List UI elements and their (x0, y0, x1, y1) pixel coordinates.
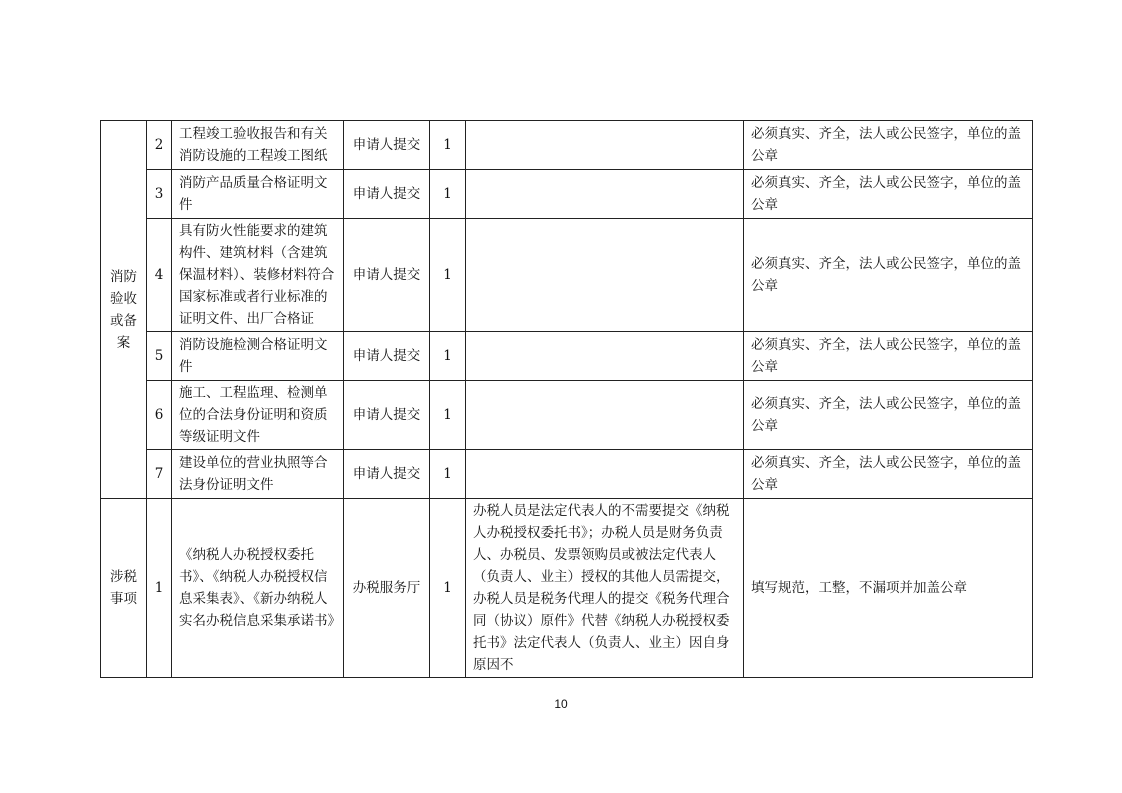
copies-count: 1 (430, 450, 466, 499)
table-row (101, 499, 1033, 678)
material-name: 《纳税人办税授权委托书》、《纳税人办税授权信息采集表》、《新办纳税人实名办税信息采集承诺书》 (172, 499, 344, 678)
category-label: 涉税事项 (110, 569, 137, 607)
material-name: 工程竣工验收报告和有关消防设施的工程竣工图纸 (172, 121, 344, 170)
material-requirement: 必须真实、齐全，法人或公民签字，单位的盖公章 (744, 219, 1033, 332)
material-source: 办税服务厅 (344, 499, 430, 678)
copies-count: 1 (430, 499, 466, 678)
copies-count: 1 (430, 121, 466, 170)
table-row (101, 219, 1033, 332)
material-requirement: 填写规范，工整，不漏项并加盖公章 (744, 499, 1033, 678)
row-number: 2 (147, 121, 172, 170)
material-name: 施工、工程监理、检测单位的合法身份证明和资质等级证明文件 (172, 381, 344, 450)
category-label: 消防验收或备案 (110, 268, 137, 351)
material-note (466, 121, 744, 170)
table-row (101, 170, 1033, 219)
material-note: 办税人员是法定代表人的不需要提交《纳税人办税授权委托书》；办税人员是财务负责人、办税员、发票领购员或被法定代表人（负责人、业主）授权的其他人员需提交，办税人员是税务代理人的提交《税务代理合同（协议）原件》代替《纳税人办税授权委托书》法定代表人（负责人、业主）因自身原因不 (466, 499, 744, 678)
material-source: 申请人提交 (344, 332, 430, 381)
copies-count: 1 (430, 381, 466, 450)
copies-count: 1 (430, 219, 466, 332)
page-number: 10 (554, 697, 568, 711)
material-name: 消防设施检测合格证明文件 (172, 332, 344, 381)
row-number: 7 (147, 450, 172, 499)
material-requirement: 必须真实、齐全，法人或公民签字，单位的盖公章 (744, 381, 1033, 450)
material-note (466, 381, 744, 450)
material-note (466, 219, 744, 332)
material-source: 申请人提交 (344, 170, 430, 219)
material-note (466, 450, 744, 499)
table-row (101, 381, 1033, 450)
row-number: 3 (147, 170, 172, 219)
table-row (101, 121, 1033, 170)
material-source: 申请人提交 (344, 121, 430, 170)
table-row (101, 332, 1033, 381)
table-row (101, 450, 1033, 499)
material-requirement: 必须真实、齐全，法人或公民签字，单位的盖公章 (744, 170, 1033, 219)
material-source: 申请人提交 (344, 450, 430, 499)
material-name: 建设单位的营业执照等合法身份证明文件 (172, 450, 344, 499)
row-number: 1 (147, 499, 172, 678)
copies-count: 1 (430, 332, 466, 381)
material-note (466, 170, 744, 219)
row-number: 6 (147, 381, 172, 450)
material-name: 具有防火性能要求的建筑构件、建筑材料（含建筑保温材料）、装修材料符合国家标准或者行业标准的证明文件、出厂合格证 (172, 219, 344, 332)
material-requirement: 必须真实、齐全，法人或公民签字，单位的盖公章 (744, 450, 1033, 499)
row-number: 4 (147, 219, 172, 332)
material-note (466, 332, 744, 381)
material-source: 申请人提交 (344, 219, 430, 332)
material-requirement: 必须真实、齐全，法人或公民签字，单位的盖公章 (744, 332, 1033, 381)
material-name: 消防产品质量合格证明文件 (172, 170, 344, 219)
copies-count: 1 (430, 170, 466, 219)
row-number: 5 (147, 332, 172, 381)
category-cell-tax (101, 499, 147, 678)
material-requirement: 必须真实、齐全，法人或公民签字，单位的盖公章 (744, 121, 1033, 170)
materials-table (100, 120, 1033, 678)
category-cell-fire (101, 121, 147, 499)
material-source: 申请人提交 (344, 381, 430, 450)
